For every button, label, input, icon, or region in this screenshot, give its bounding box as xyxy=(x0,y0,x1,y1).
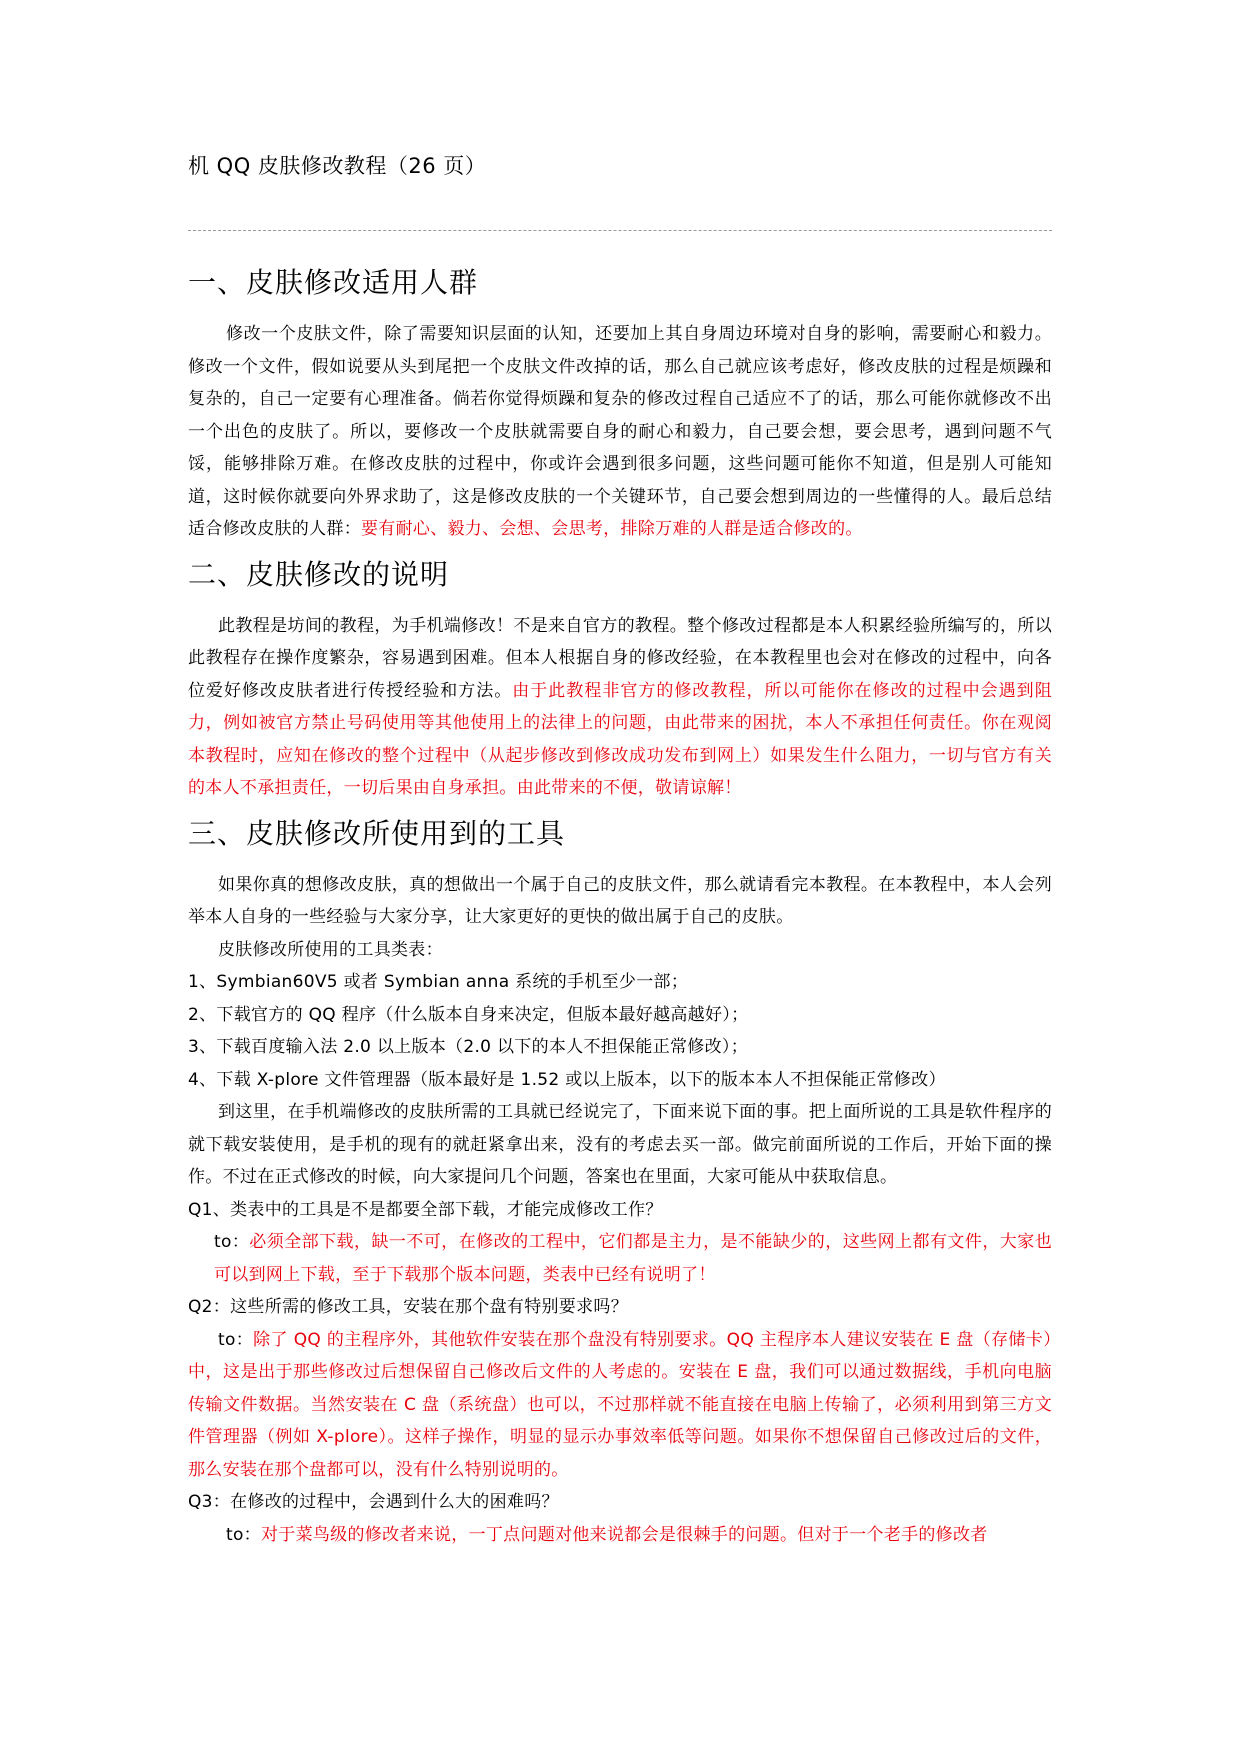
document-body xyxy=(188,258,1052,1551)
answer-prefix: to： xyxy=(218,1329,254,1350)
tools-list-item: 1、Symbian60V5 或者 Symbian anna 系统的手机至少一部； xyxy=(188,972,689,992)
tools-list-item: 3、下载百度输入法 2.0 以上版本（2.0 以下的本人不担保能正常修改）； xyxy=(188,1037,748,1057)
dashed-divider xyxy=(188,230,1052,231)
tools-list-item: 4、下载 X-plore 文件管理器（版本最好是 1.52 或以上版本，以下的版本本人不担保能正常修改） xyxy=(188,1069,946,1090)
answer-prefix: to： xyxy=(214,1232,250,1252)
section-heading-3: 三、皮肤修改所使用到的工具 xyxy=(188,816,566,850)
section-2-paragraph xyxy=(188,610,1052,805)
highlighted-text: 要有耐心、毅力、会想、会思考，排除万难的人群是适合修改的。 xyxy=(361,519,863,539)
highlighted-text: 由于此教程非官方的修改教程，所以可能你在修改的过程中会遇到阻力，例如被官方禁止号码使用等其他使用上的法律上的问题，由此带来的困扰，本人不承担任何责任。你在观阅本教程时，应知在修改的整个过程中（从起步修改到修改成功发布到网上）如果发生什么阻力，一切与官方有关的本人不承担责任，一切后果由自身承担。由此带来的不便，敬请谅解！ xyxy=(188,680,1052,798)
section-1-paragraph xyxy=(188,318,1052,546)
question-3: Q3：在修改的过程中，会遇到什么大的困难吗？ xyxy=(188,1492,559,1512)
question-1: Q1、类表中的工具是不是都要全部下载，才能完成修改工作？ xyxy=(188,1199,663,1220)
answer-text: 除了 QQ 的主程序外，其他软件安装在那个盘没有特别要求。QQ 主程序本人建议安装在 E 盘（存储卡）中，这是出于那些修改过后想保留自己修改后文件的人考虑的。安装在 E 盘，我们可以通过数据线，手机向电脑 传输文件数据。当然安装在 C 盘（系统盘）也可以，不过那样就不能直接在电脑上传输了，必须利用到第三方文件管理器（例如 X-plore）。这样子操作，明显的显示办事效率低等问题。如果你不想保留自己修改过后的文件，那么安装在那个盘都可以，没有什么特别说明的。 xyxy=(188,1329,1052,1480)
section-heading-2: 二、皮肤修改的说明 xyxy=(188,557,450,591)
answer-prefix: to： xyxy=(226,1524,261,1545)
tools-list-item: 2、下载官方的 QQ 程序（什么版本自身来决定，但版本最好越高越好）； xyxy=(188,1004,749,1025)
answer-text: 必须全部下载，缺一不可，在修改的工程中，它们都是主力，是不能缺少的，这些网上都有文件，大家也可以到网上下载，至于下载那个版本问题，类表中已经有说明了！ xyxy=(214,1232,1052,1285)
question-2: Q2：这些所需的修改工具，安装在那个盘有特别要求吗？ xyxy=(188,1297,628,1317)
section-3-after-list: 到这里，在手机端修改的皮肤所需的工具就已经说完了，下面来说下面的事。把上面所说的工具是软件程序的就下载安装使用，是手机的现有的就赶紧拿出来，没有的考虑去买一部。做完前面所说的工作后，开始下面的操作。不过在正式修改的时候，向大家提问几个问题，答案也在里面，大家可能从中获取信息。 xyxy=(188,1102,1052,1187)
section-3-intro: 如果你真的想修改皮肤，真的想做出一个属于自己的皮肤文件，那么就请看完本教程。在本教程中，本人会列举本人自身的一些经验与大家分享，让大家更好的更快的做出属于自己的皮肤。 xyxy=(188,874,1052,927)
paragraph-text: 修改一个皮肤文件，除了需要知识层面的认知，还要加上其自身周边环境对自身的影响，需要耐心和毅力。修改一个文件，假如说要从头到尾把一个皮肤文件改掉的话，那么自己就应该考虑好，修改皮肤的过程是烦躁和复杂的，自己一定要有心理准备。倘若你觉得烦躁和复杂的修改过程自己适应不了的话，那么可能你就修改不出一个出色的皮肤了。所以，要修改一个皮肤就需要自身的耐心和毅力，自己要会想，要会思考，遇到问题不气馁，能够排除万难。在修改皮肤的过程中，你或许会遇到很多问题，这些问题可能你不知道，但是别人可能知道，这时候你就要向外界求助了，这是修改皮肤的一个关键环节，自己要会想到周边的一些懂得的人。最后总结适合修改皮肤的人群： xyxy=(188,324,1052,539)
document-title: 机 QQ 皮肤修改教程（26 页） xyxy=(188,154,487,178)
answer-text: 对于菜鸟级的修改者来说，一丁点问题对他来说都会是很棘手的问题。但对于一个老手的修改者 xyxy=(260,1524,988,1545)
answer-3 xyxy=(188,1519,1052,1552)
paragraph-text: 此教程是坊间的教程，为手机端修改！不是来自官方的教程。整个修改过程都是本人积累经验所编写的，所以此教程存在操作度繁杂，容易遇到困难。但本人根据自身的修改经验，在本教程里也会对在修改的过程中，向各位爱好修改皮肤者进行传授经验和方法。 xyxy=(188,615,1052,701)
section-heading-1: 一、皮肤修改适用人群 xyxy=(188,266,479,299)
answer-1 xyxy=(188,1226,1052,1291)
answer-2 xyxy=(188,1324,1052,1487)
tools-list-title: 皮肤修改所使用的工具类表： xyxy=(218,939,443,960)
